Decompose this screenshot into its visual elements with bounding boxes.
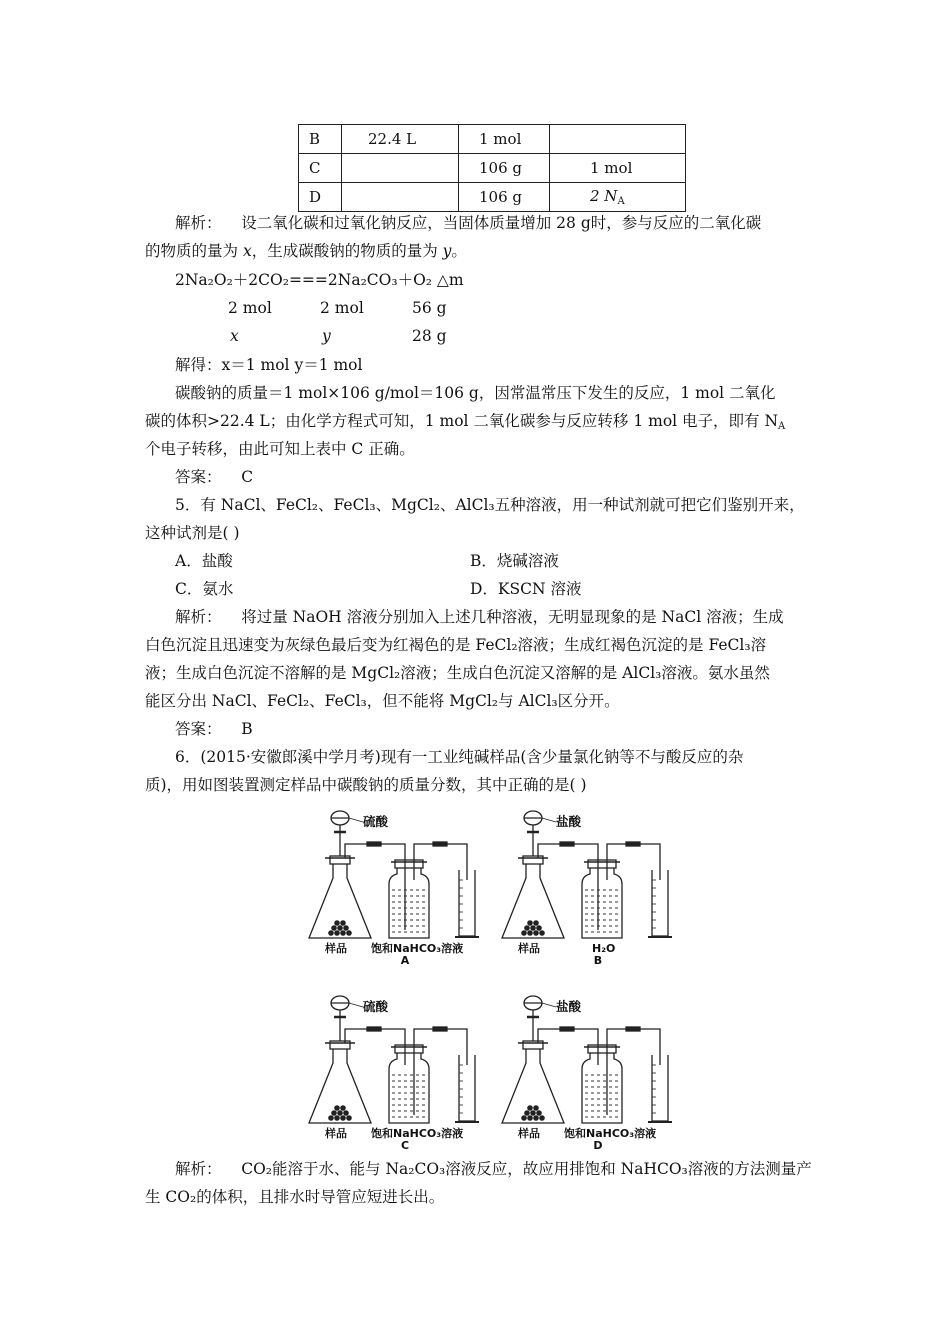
sample-particle: [343, 1110, 349, 1116]
q5-analysis-line3: 液；生成白色沉淀不溶解的是 MgCl₂溶液；生成白色沉淀又溶解的是 AlCl₃溶液。氨水虽然: [145, 664, 770, 682]
acid-label: 盐酸: [556, 999, 582, 1014]
sample-particle: [527, 1105, 533, 1111]
sample-particle: [533, 1105, 539, 1111]
sample-particle: [527, 920, 533, 926]
sample-particle: [527, 1115, 533, 1121]
sample-particle: [533, 1115, 539, 1121]
acid-label: 硫酸: [363, 999, 389, 1014]
table-cell: [550, 183, 686, 212]
q5-answer: [175, 719, 253, 739]
answer-value: B: [241, 720, 253, 738]
eq-cell: 2 mol: [228, 299, 272, 317]
sample-particle: [346, 930, 352, 936]
analysis-label: 解析：: [175, 608, 222, 626]
sample-label: 样品: [325, 1127, 347, 1140]
sample-label: 样品: [325, 942, 347, 955]
q4-analysis-line1: [175, 213, 761, 233]
na-symbol: 2 N: [590, 187, 618, 205]
q6-stem1: 6．(2015·安徽郎溪中学月考)现有一工业纯碱样品(含少量氯化钠等不与酸反应的杂: [175, 748, 744, 766]
funnel-leader: [542, 818, 556, 822]
funnel-leader: [349, 1003, 363, 1007]
sample-particle: [530, 925, 536, 931]
rubber-joint: [626, 842, 640, 846]
sample-particle: [334, 920, 340, 926]
eq-cell: x: [230, 327, 239, 345]
sample-particle: [539, 930, 545, 936]
washing-bottle: [582, 868, 622, 938]
q4-analysis-line2: [145, 241, 467, 261]
bottle-liquid: [392, 1075, 426, 1117]
q5-option-c: C．氨水: [175, 580, 234, 598]
bottle-liquid: [392, 890, 426, 932]
answer-label: 答案：: [175, 468, 222, 486]
flask-stopper: [330, 1041, 350, 1049]
sample-particle: [539, 1115, 545, 1121]
rubber-joint: [367, 1027, 381, 1031]
apparatus-drawing: [502, 811, 672, 938]
table-row: [299, 125, 686, 154]
sample-particle: [334, 1115, 340, 1121]
text-span: ，生成碳酸钠的物质的量为: [251, 242, 443, 260]
table-row: [299, 183, 686, 212]
sample-particles: [521, 1105, 545, 1121]
sample-particle: [328, 1115, 334, 1121]
apparatus-drawing: [309, 996, 479, 1123]
q4-answer: [175, 467, 253, 487]
bottle-stopper: [395, 1045, 423, 1053]
bottle-stopper: [588, 1045, 616, 1053]
table-cell: D: [299, 183, 342, 212]
sample-particle: [340, 930, 346, 936]
liquid-label: H₂O: [592, 942, 616, 955]
var-y: y: [442, 242, 452, 260]
q5-stem2: 这种试剂是( ): [145, 524, 240, 542]
figure-letter: D: [593, 1139, 603, 1150]
sample-particle: [337, 1110, 343, 1116]
acid-label: 硫酸: [363, 814, 389, 829]
sample-particle: [337, 925, 343, 931]
var-x: x: [242, 242, 252, 260]
sample-particle: [328, 930, 334, 936]
eq-cell: 56 g: [412, 299, 447, 317]
options-table: [298, 124, 686, 212]
sample-label: 样品: [518, 1127, 540, 1140]
sample-particle: [527, 930, 533, 936]
q5-analysis-line1: [175, 607, 784, 627]
q5-analysis-line4: 能区分出 NaCl、FeCl₂、FeCl₃，但不能将 MgCl₂与 AlCl₃区分开。: [145, 692, 620, 710]
funnel-leader: [349, 818, 363, 822]
q5-option-d: D．KSCN 溶液: [470, 580, 582, 598]
analysis-label: 解析：: [175, 214, 222, 232]
sample-particle: [334, 930, 340, 936]
table-cell: [342, 183, 459, 212]
table-cell: [342, 154, 459, 183]
analysis-label: 解析：: [175, 1160, 222, 1178]
figure-letter: A: [400, 954, 410, 965]
q5-option-b: B．烧碱溶液: [470, 552, 559, 570]
answer-value: C: [241, 468, 254, 486]
rubber-joint: [367, 842, 381, 846]
text-span: 碳的体积>22.4 L；由化学方程式可知，1 mol 二氧化碳参与反应转移 1 mol 电子，即有 N: [145, 412, 779, 430]
q4-text5: 个电子转移，由此可知上表中 C 正确。: [145, 440, 415, 458]
sample-particle: [331, 925, 337, 931]
sample-particle: [533, 930, 539, 936]
apparatus-figure: [498, 800, 683, 965]
sample-particle: [533, 920, 539, 926]
answer-label: 答案：: [175, 720, 222, 738]
eq-cell: 28 g: [412, 327, 447, 345]
sample-particle: [521, 930, 527, 936]
apparatus-drawing: [309, 811, 479, 938]
table-cell: B: [299, 125, 342, 154]
sample-particles: [328, 920, 352, 936]
sample-particle: [536, 925, 542, 931]
sample-particle: [524, 1110, 530, 1116]
sample-particle: [334, 1105, 340, 1111]
washing-bottle: [389, 868, 429, 938]
acid-label: 盐酸: [556, 814, 582, 829]
apparatus-figure: [498, 985, 683, 1150]
rubber-joint: [626, 1027, 640, 1031]
text-span: 。: [451, 242, 467, 260]
bottle-liquid: [585, 890, 619, 932]
sample-particle: [536, 1110, 542, 1116]
analysis-text: CO₂能溶于水、能与 Na₂CO₃溶液反应，故应用排饱和 NaHCO₃溶液的方法测量产: [241, 1160, 812, 1178]
apparatus-figure: [305, 800, 490, 965]
sample-particle: [340, 1115, 346, 1121]
eq-cell: 2 mol: [320, 299, 364, 317]
sample-particle: [346, 1115, 352, 1121]
sample-particle: [340, 1105, 346, 1111]
figure-letter: C: [400, 1139, 410, 1150]
q5-stem1: 5．有 NaCl、FeCl₂、FeCl₃、MgCl₂、AlCl₃五种溶液，用一种试剂就可把它们鉴别开来，: [175, 496, 805, 514]
sample-particle: [521, 1115, 527, 1121]
table-cell: C: [299, 154, 342, 183]
q5-option-a: A．盐酸: [175, 552, 233, 570]
funnel-leader: [542, 1003, 556, 1007]
apparatus-figure: [305, 985, 490, 1150]
q5-analysis-line2: 白色沉淀且迅速变为灰绿色最后变为红褐色的是 FeCl₂溶液；生成红褐色沉淀的是 FeCl₃溶: [145, 636, 767, 654]
sample-particles: [328, 1105, 352, 1121]
q4-equation: 2Na₂O₂＋2CO₂===2Na₂CO₃＋O₂ △m: [175, 271, 464, 289]
liquid-label: 饱和NaHCO₃溶液: [371, 942, 464, 955]
table-cell: 1 mol: [550, 154, 686, 183]
q4-text3: 碳酸钠的质量＝1 mol×106 g/mol＝106 g，因常温常压下发生的反应，1 mol 二氧化: [175, 384, 776, 402]
washing-bottle: [582, 1053, 622, 1123]
q4-text4: [145, 411, 785, 437]
table-row: [299, 154, 686, 183]
rubber-joint: [433, 842, 447, 846]
sample-particle: [524, 925, 530, 931]
table-cell: 106 g: [459, 154, 550, 183]
eq-cell: y: [322, 327, 331, 345]
q6-stem2: 质)，用如图装置测定样品中碳酸钠的质量分数，其中正确的是( ): [145, 776, 587, 794]
sample-label: 样品: [518, 942, 540, 955]
liquid-label: 饱和NaHCO₃溶液: [371, 1127, 464, 1140]
apparatus-drawing: [502, 996, 672, 1123]
sample-particle: [343, 925, 349, 931]
bottle-liquid: [585, 1075, 619, 1117]
washing-bottle: [389, 1053, 429, 1123]
text-span: 的物质的量为: [145, 242, 243, 260]
rubber-joint: [433, 1027, 447, 1031]
na-subscript: A: [617, 196, 625, 207]
q4-solve: 解得：x＝1 mol y＝1 mol: [175, 356, 363, 374]
sample-particle: [530, 1110, 536, 1116]
rubber-joint: [560, 842, 574, 846]
flask-stopper: [523, 1041, 543, 1049]
analysis-text: 设二氧化碳和过氧化钠反应，当固体质量增加 28 g时，参与反应的二氧化碳: [241, 214, 762, 232]
q6-analysis-line2: 生 CO₂的体积，且排水时导管应短进长出。: [145, 1188, 445, 1206]
rubber-joint: [560, 1027, 574, 1031]
sample-particle: [331, 1110, 337, 1116]
q6-analysis-line1: [175, 1159, 812, 1179]
table-cell: 106 g: [459, 183, 550, 212]
table-cell: [550, 125, 686, 154]
sample-particle: [340, 920, 346, 926]
sample-particles: [521, 920, 545, 936]
na-subscript: A: [778, 421, 786, 432]
analysis-text: 将过量 NaOH 溶液分别加入上述几种溶液，无明显现象的是 NaCl 溶液；生成: [241, 608, 784, 626]
liquid-label: 饱和NaHCO₃溶液: [564, 1127, 657, 1140]
figure-letter: B: [593, 954, 603, 965]
table-cell: 1 mol: [459, 125, 550, 154]
table-cell: 22.4 L: [342, 125, 459, 154]
